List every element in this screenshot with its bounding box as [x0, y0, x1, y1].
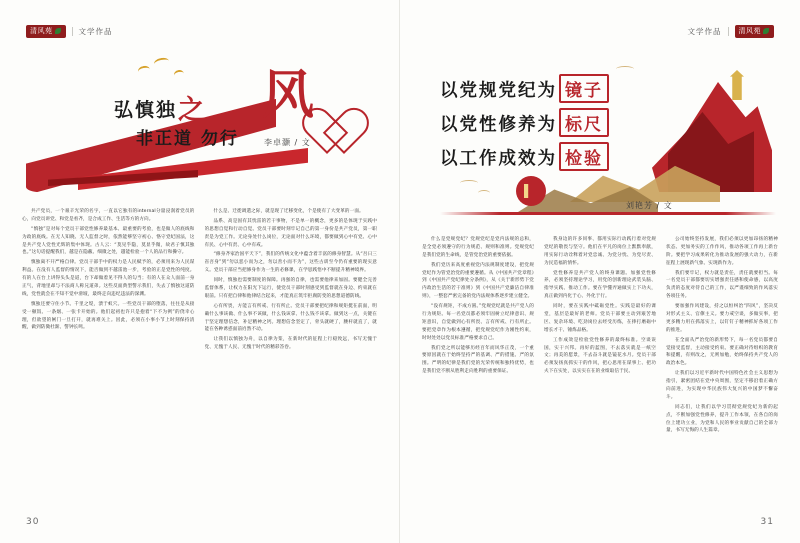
- bird-icon: [173, 69, 185, 80]
- red-baseline: [440, 212, 776, 215]
- paragraph: 工作成效是检验党性修养的最终标准。空谈误国，实干兴邦。再好的蓝图，不去落实就是一纸空文；再美的愿景，不去奋斗就是镜花水月。党员干部必须发扬真抓实干的作风，把心思用在谋事上、把功夫下在实处，以实实在在的业绩取信于民。: [544, 337, 656, 375]
- headline-boxed-word: 镜子: [559, 74, 609, 103]
- running-head-right: [688, 22, 775, 40]
- paragraph: 让我们以习近平新时代中国特色社会主义思想为指引，紧密团结在党中央周围，坚定不移沿着正确方向前进，为实现中华民族伟大复兴的中国梦不懈奋斗。: [666, 371, 778, 400]
- headline-line-2: 非正道 勿行: [136, 129, 239, 149]
- headline-line-1: [440, 74, 609, 103]
- headline-text: 以工作成效为: [440, 149, 557, 169]
- headline-boxed-word: 标尺: [559, 108, 609, 137]
- leaf-icon: [55, 28, 61, 34]
- paragraph: 我们党历来高度重视党内法规制度建设，把党规党纪作为管党治党的重要遵循。从《中国共产党章程》到《中国共产党纪律处分条例》，从《关于新形势下党内政治生活的若干准则》到《中国共产党廉洁自律准则》，一整套严密完备的党内法规体系逐步建立健全。: [422, 262, 534, 300]
- paragraph: 慎独还要守住小节。千里之堤，溃于蚁穴。一些党员干部的堕落，往往是从接受一顿饭、一条烟、一张卡开始的。他们起初也许只是抱着“下不为例”的侥幸心理，但欲望的闸门一旦打开，就再难关上。因此，必须在小事小节上时刻保持清醒，做到防微杜渐、警钟长鸣。: [22, 301, 195, 331]
- paragraph: 品系、高是固有其忧雷的若干事物，不是单一的概念，更多的是体现于实践中的思想自觉和行动自觉。党员干部要时刻牢记自己的第一身份是共产党员，第一职责是为党工作。无论身处什么岗位，无论面对什么环境，都要做到心中有党、心中有民、心中有责、心中有戒。: [204, 218, 377, 248]
- right-body-columns: [422, 236, 778, 505]
- heart-icon: [314, 110, 368, 156]
- paragraph: 让我们以慎独为舟，以自律为桨，在新时代的征程上行稳致远，书写无愧于党、无愧于人民、无愧于时代的精彩答卷。: [204, 337, 377, 351]
- right-headline-art: [420, 46, 784, 236]
- section-label: 文学作品: [687, 26, 722, 36]
- cloud-icon: [478, 190, 490, 196]
- divider: [728, 27, 729, 36]
- body-column: [422, 236, 534, 505]
- paragraph: “没有规矩，不成方圆。”党规党纪就是共产党人的行为规矩。每一名党员都必须牢固树立纪律意识、规矩意识，自觉做到心有所畏、言有所戒、行有所止。要把党章作为根本遵循，把党规党纪作为刚性约束，时时处处以党员标准严格要求自己。: [422, 304, 534, 341]
- paragraph: 什么是党规党纪？党规党纪是党内法规的总和，是全党必须遵守的行为规范、规则和准则。党规党纪是我们党的生命线，是管党治党的重要依据。: [422, 237, 534, 258]
- paragraph: 同时，慎独也需要制度的保障。再强的自律，也需要他律来加固。要健全完善监督体系，让权力在阳光下运行，使党员干部时刻感受到监督就在身边、约束就在眼前。只有把自律和他律结合起来，才能真正筑牢拒腐防变的思想道德防线。: [204, 278, 377, 299]
- page-number-right: 31: [760, 517, 774, 527]
- paragraph: 党性修养是共产党人的终身课题。加强党性修养，必须坚持理论学习，用党的创新理论武装头脑、指导实践、推动工作。要在学懂弄通做实上下功夫，真正做到内化于心、外化于行。: [544, 270, 656, 300]
- section-label: 文学作品: [78, 26, 113, 36]
- logo-text: 清风苑: [738, 26, 761, 35]
- body-column: [666, 236, 778, 505]
- paragraph: 慎独离不开严格自律。党员干部手中的权力是人民赋予的，必须用来为人民谋利益。在没有人监督的情况下，能否做到不越雷池一步，考验的正是党性的纯度。有的人在台上讲得头头是道，台下却做着见不得人的勾当；有的人在众人面前一身正气，背地里却与不法商人称兄道弟。这些反面典型警示我们，失去了慎独这道防线，党性就会在不知不觉中滑坡，最终走向违纪违法的深渊。: [22, 260, 195, 297]
- paragraph: 我们党之所以能够历经百年而风华正茂，一个重要原因就在于始终坚持严的基调、严的措施、严的氛围。严明的纪律是我们党的光荣传统和独特优势，也是我们党不断从胜利走向胜利的重要保证。: [422, 345, 534, 375]
- bird-icon: [137, 65, 151, 76]
- cloud-icon: [616, 66, 634, 72]
- headline-big-char: 风: [262, 65, 315, 126]
- byline-right: 刘艳芳 / 文: [626, 201, 673, 210]
- paragraph: 公司始终坚持发展，我们必须以更加昂扬的精神状态、更加务实的工作作风，推动各项工作再上新台阶。要把学习成果转化为推动发展的强大动力，在新征程上展现新气象、实现新作为。: [666, 237, 778, 266]
- party-emblem-icon: [516, 176, 546, 206]
- headline-line-1: [114, 88, 208, 127]
- paragraph: 我们要牢记，权力就是责任，责任就要担当。每一名党员干部都要切实增强责任感和使命感，以高度负责的态度对待自己的工作，以严谨细致的作风落实各项任务。: [666, 270, 778, 300]
- paragraph: 什么是、迁徙调遣之际，就是现了迁移变化，个是使有了大变革的一面。: [213, 209, 364, 214]
- paragraph: “修身齐家治国平天下”，我们的传统文化中蕴含着丰富的修身智慧。从“吾日三省吾身”到“勿以恶小而为之，勿以善小而不为”，这些古训至今仍有重要的现实意义。党员干部应当把修身作为一生的必修课，在学思践悟中不断提升精神境界。: [204, 252, 377, 274]
- headline-accent-char: 之: [178, 95, 208, 126]
- magazine-logo-icon: [735, 25, 775, 38]
- paragraph: 同志们，让我们以学习贯彻党规党纪为新的起点，不断加强党性修养，提升工作本领，在各自的岗位上建功立业，为党和人民的事业贡献自己的全部力量，书写无悔的人生篇章。: [666, 404, 778, 434]
- headline-line-2: [440, 108, 609, 137]
- cloud-icon: [460, 180, 478, 186]
- paragraph: 共产党员，一个艰辛光荣的名字，一直以它独有的internal分量浸润着党员的心，向党员讲党、和党是看齐，是合成工作、生活等方的方向。: [22, 209, 195, 222]
- logo-text: 清风苑: [30, 26, 53, 35]
- pagoda-icon: [730, 70, 744, 100]
- running-head-left: [26, 22, 113, 40]
- right-page: [400, 0, 800, 543]
- byline-left: 李卓灏 / 文: [264, 138, 311, 147]
- paragraph: 在全面从严治党的新形势下，每一名党员都要自觉接受监督，主动接受约束。要正确对待组织的教育和提醒，有则改之，无则加勉，始终保持共产党人的政治本色。: [666, 337, 778, 367]
- bird-icon: [153, 57, 170, 69]
- leaf-icon: [763, 28, 769, 34]
- headline-prefix: 弘慎独: [114, 99, 178, 121]
- body-column: [544, 236, 656, 505]
- paragraph: 要加强作风建设，持之以恒纠治“四风”，坚决反对形式主义、官僚主义。要力戒空谈，多做实事，把更多精力用在抓落实上，以钉钉子精神抓好各项工作的推进。: [666, 304, 778, 333]
- headline-text: 以党性修养为: [440, 115, 557, 135]
- magazine-logo-icon: [26, 25, 66, 38]
- paragraph: “慎独”是对每个党员干部党性修养最基本、最重要的考验，也是做人的底线和为政的底线。在无人知晓、无人监督之时，依然能够坚守初心、恪守党纪国法，这是共产党人党性光辉的集中体现。古人云：“莫见乎隐，莫显乎微，故君子慎其独也。”这句话提醒我们，越是在隐蔽、细微之处，越能检验一个人的品行和操守。: [22, 226, 195, 256]
- headline-text: 以党规党纪为: [440, 81, 557, 101]
- paragraph: 同时，要在实践中砥砺党性。实践是最好的课堂，基层是最好的老师。党员干部要主动到艰苦地区、复杂环境、吃劲岗位去经受历练，在摔打磨砺中增长才干、锤炼品格。: [544, 304, 656, 333]
- headline-line-3: [440, 142, 609, 171]
- page-number-left: 30: [26, 517, 40, 527]
- left-body-columns: [22, 208, 377, 505]
- headline-boxed-word: 检验: [559, 142, 609, 171]
- divider: [72, 27, 73, 36]
- paragraph: 我身边的许多同事、都用实际行动践行着对党规党纪的敬畏与坚守。他们在平凡的岗位上默默奉献，用实际行动诠释着对党忠诚、为党分忧、为党尽责、为民造福的情怀。: [544, 237, 656, 266]
- body-column: [205, 208, 378, 505]
- left-headline-art: [18, 52, 382, 192]
- paragraph: 心有所畏，方能言有所戒、行有所止。党员干部要把纪律和规矩挺在前面，明确什么事该做、什么事不该做，什么钱该拿、什么钱不该拿。做到这一点，关键在于坚定理想信念，补足精神之钙。理想信念坚定了，骨头就硬了，腰杆就直了，就能在各种诱惑面前岿然不动。: [204, 303, 377, 333]
- body-column: [22, 208, 195, 505]
